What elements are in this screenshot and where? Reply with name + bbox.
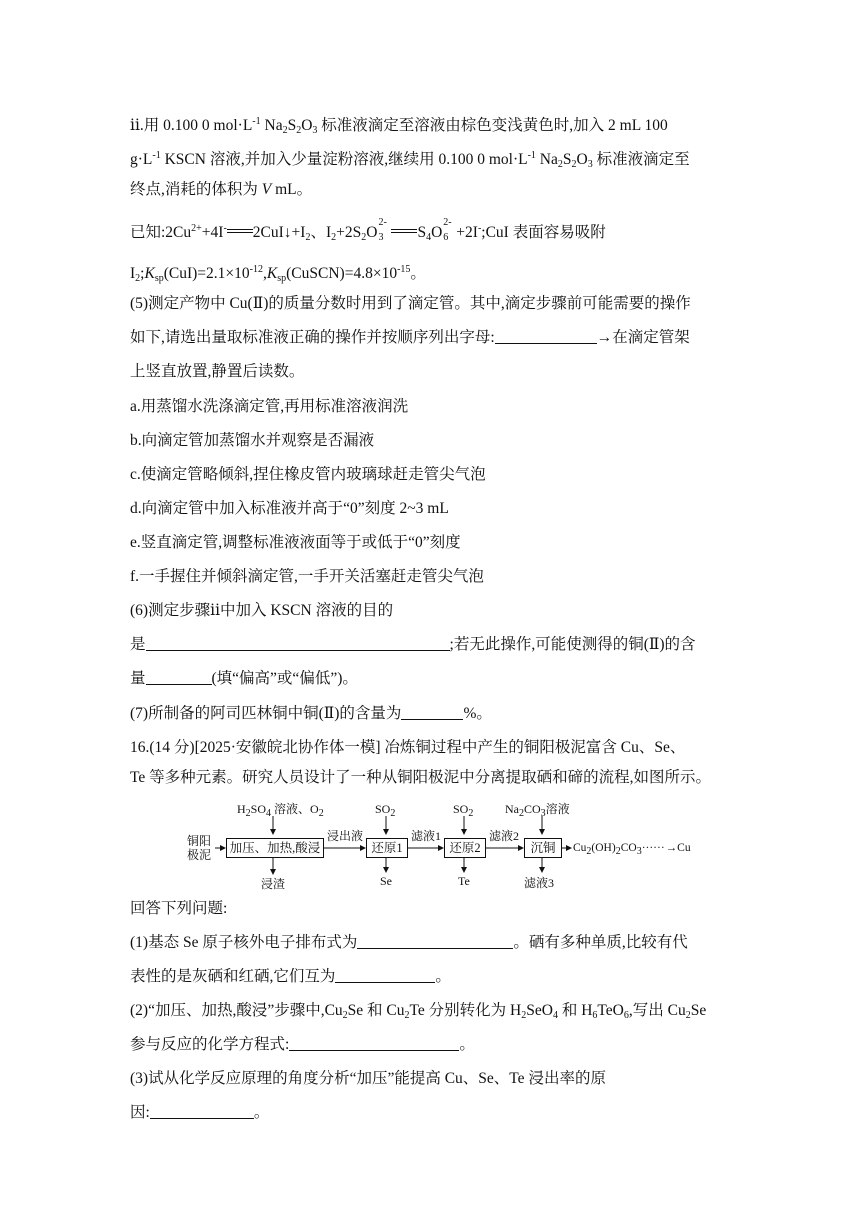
text: 因: [130, 1104, 150, 1121]
subscript: 2 [557, 159, 563, 170]
q16-part3-line-1: (3)试从化学反应原理的角度分析“加压”能提高 Cu、Se、Te 浸出率的原 [130, 1070, 606, 1087]
text: 溶液 [545, 802, 570, 816]
q16-part3-line-2 [130, 1103, 269, 1123]
reagent-acid-oxygen [237, 802, 324, 821]
text: SeO [526, 1002, 553, 1019]
box-acid-leach: 加压、加热,酸浸 [226, 838, 324, 858]
sub-sup-stack [442, 217, 456, 243]
arrow-glyph: → [665, 842, 678, 854]
text: SO [453, 802, 469, 816]
text: Na [535, 151, 558, 168]
text: 、I [310, 224, 332, 241]
text: O [366, 224, 378, 241]
text: ; [140, 265, 145, 282]
subscript: 2 [135, 273, 141, 284]
text: Na [505, 802, 519, 816]
text: SO [375, 802, 391, 816]
text: 是 [130, 636, 146, 653]
text: 溶液、O [271, 802, 319, 816]
text: H [237, 802, 246, 816]
text: TeO [597, 1002, 624, 1019]
q16-part2-line-2 [130, 1035, 475, 1055]
subscript: 6 [592, 1010, 598, 1021]
filtrate2-label: 滤液2 [489, 829, 520, 843]
sub-sup-stack [377, 217, 391, 243]
text: 。硒有多种单质,比较有代 [513, 934, 688, 951]
text: 如下,请选出量取标准液正确的操作并按顺序列出字母: [130, 329, 495, 346]
charge: 2+ [191, 223, 202, 234]
text: +2S [336, 224, 362, 241]
answer-blank[interactable] [401, 705, 463, 720]
text: CO [524, 802, 541, 816]
q16-part1-line-2 [130, 967, 451, 987]
step-ii-line-1 [130, 112, 668, 141]
q5-option-c: c.使滴定管略倾斜,捏住橡皮管内玻璃球赶走管尖气泡 [130, 466, 486, 483]
q5-option-e: e.竖直滴定管,调整标准液液面等于或低于“0”刻度 [130, 534, 461, 551]
q5-option-d: d.向滴定管中加入标准液并高于“0”刻度 2~3 mL [130, 500, 449, 517]
subscript: 3 [540, 808, 546, 819]
subscript: 2 [282, 125, 288, 136]
text: I [130, 265, 136, 282]
text: 2CuI↓+I [252, 224, 306, 241]
answer-blank[interactable] [335, 968, 435, 983]
text: 表性的是灰硒和红硒,它们互为 [130, 968, 336, 985]
subscript: 2 [390, 808, 396, 819]
text: ······ [641, 842, 665, 854]
text: O [576, 151, 588, 168]
subscript: 4 [266, 808, 272, 819]
text: +4I [201, 224, 224, 241]
charge: - [477, 223, 482, 234]
filtrate1-label: 滤液1 [411, 829, 442, 843]
text: (OH) [591, 842, 616, 854]
exponent: -12 [249, 264, 264, 275]
known-line-1 [130, 219, 606, 248]
charge: - [223, 223, 227, 234]
exponent: -1 [527, 150, 536, 161]
text: 终点,消耗的体积为 [130, 181, 262, 198]
text: KSCN 溶液,并加入少量淀粉溶液,继续用 0.100 0 mol·L [160, 151, 528, 168]
text: SO [250, 802, 267, 816]
text: g·L [130, 151, 153, 168]
text: ;若无此操作,可能使测得的铜(Ⅱ)的含 [449, 636, 696, 653]
answer-blank[interactable] [150, 1104, 254, 1119]
text: (2)“加压、加热,酸浸”步骤中,Cu [130, 1002, 343, 1019]
subscript: sp [154, 273, 164, 284]
text: +2I [456, 224, 478, 241]
subscript: 6 [623, 1010, 629, 1021]
subscript: 6 [443, 232, 449, 243]
q5-line-3: 上竖直放置,静置后读数。 [130, 363, 305, 380]
subscript: 2 [404, 1010, 410, 1021]
q16-part2-line-1 [130, 1001, 706, 1026]
text: S [287, 117, 297, 134]
product-se: Se [380, 874, 392, 888]
product-te: Te [458, 874, 470, 888]
step-ii-line-2 [130, 146, 690, 175]
subscript: 3 [587, 159, 593, 170]
text: Te 分别转化为 H [409, 1002, 522, 1019]
answer-blank[interactable] [146, 636, 450, 651]
output-basic-copper-carbonate [573, 841, 691, 859]
q5-option-f: f.一手握住并倾斜滴定管,一手开关活塞赶走管尖气泡 [130, 568, 484, 585]
subscript: 2 [296, 125, 302, 136]
box-reduction-1: 还原1 [366, 838, 408, 858]
charge: 2- [378, 217, 387, 228]
subscript: 2 [361, 232, 367, 243]
subscript: 2 [521, 1010, 527, 1021]
text: Se [690, 1002, 707, 1019]
subscript: sp [277, 273, 287, 284]
charge: 2- [443, 217, 452, 228]
q5-line-1: (5)测定产物中 Cu(Ⅱ)的质量分数时用到了滴定管。其中,滴定步骤前可能需要的操作 [130, 295, 691, 312]
text: 已知:2Cu [130, 224, 192, 241]
equation-sign [391, 229, 417, 233]
q16-line-2: Te 等多种元素。研究人员设计了一种从铜阳极泥中分离提取硒和碲的流程,如图所示。 [130, 769, 712, 786]
subscript: 3 [378, 232, 384, 243]
subscript: 2 [586, 846, 592, 857]
text: ,写出 Cu [628, 1002, 686, 1019]
reagent-so2-1 [375, 802, 395, 821]
volume-variable: V [261, 181, 272, 198]
answer-blank[interactable] [289, 1036, 459, 1051]
text: Na [260, 117, 283, 134]
step-ii-line-3 [130, 180, 312, 200]
text: CO [620, 842, 637, 854]
text: Cu [573, 842, 587, 854]
text: 。 [459, 1036, 475, 1053]
text: Cu [677, 842, 691, 854]
text: 和 H [557, 1002, 593, 1019]
text: S [417, 224, 427, 241]
text: mL。 [271, 181, 313, 198]
residue-label: 浸渣 [261, 877, 286, 891]
subscript: 2 [685, 1010, 691, 1021]
text: 参与反应的化学方程式: [130, 1036, 290, 1053]
q16-line-1: 16.(14 分)[2025·安徽皖北协作体一模] 冶炼铜过程中产生的铜阳极泥富含 Cu、Se、 [130, 739, 686, 756]
subscript: 2 [468, 808, 474, 819]
subscript: 2 [331, 232, 337, 243]
text: O [301, 117, 313, 134]
answer-blank[interactable] [146, 670, 212, 685]
text: 。 [435, 968, 451, 985]
text: (填“偏高”或“偏低”)。 [211, 670, 358, 687]
text: 极泥 [187, 848, 212, 862]
subscript: 3 [636, 846, 642, 857]
subscript: 4 [426, 232, 432, 243]
q6-line-1: (6)测定步骤ⅱ中加入 KSCN 溶液的目的 [130, 602, 394, 619]
subscript: 2 [342, 1010, 348, 1021]
answer-blank[interactable] [357, 934, 513, 949]
q6-line-2 [130, 635, 696, 655]
text: 。 [253, 1104, 270, 1121]
box-copper-precipitation: 沉铜 [524, 838, 562, 858]
subscript: 4 [552, 1010, 558, 1021]
answer-blank[interactable] [495, 329, 597, 344]
process-flow-diagram [185, 796, 690, 896]
reagent-so2-2 [453, 802, 473, 821]
text: →在滴定管架 [596, 329, 690, 346]
text: 标准液滴定至溶液由棕色变浅黄色时,加入 2 mL 100 [317, 117, 668, 134]
text: 。 [410, 265, 426, 282]
text: S [562, 151, 572, 168]
q7-line-1 [130, 704, 492, 724]
text: (CuSCN)=4.8×10 [286, 265, 398, 282]
q5-option-a: a.用蒸馏水洗涤滴定管,再用标准溶液润洗 [130, 398, 409, 415]
subscript: 2 [519, 808, 524, 819]
answer-intro: 回答下列问题: [130, 900, 228, 917]
subscript: 2 [245, 808, 251, 819]
exponent: -15 [397, 264, 411, 275]
text: O [431, 224, 443, 241]
exponent: -1 [152, 150, 161, 161]
subscript: 2 [615, 846, 621, 857]
text: (1)基态 Se 原子核外电子排布式为 [130, 934, 358, 951]
text: (7)所制备的阿司匹林铜中铜(Ⅱ)的含量为 [130, 705, 402, 722]
q5-option-b: b.向滴定管加蒸馏水并观察是否漏液 [130, 432, 375, 449]
filtrate3-label: 滤液3 [524, 876, 555, 890]
text: 铜阳 [187, 834, 212, 848]
q6-line-3 [130, 669, 358, 689]
q16-part1-line-1 [130, 933, 688, 953]
text: , [263, 265, 267, 282]
subscript: 2 [318, 808, 324, 819]
start-anode-slime [187, 834, 211, 862]
text: Se 和 Cu [347, 1002, 405, 1019]
ksp-symbol: K [144, 265, 155, 282]
reagent-sodium-carbonate [505, 802, 570, 821]
box-reduction-2: 还原2 [444, 838, 486, 858]
q5-line-2 [130, 328, 690, 348]
text: %。 [463, 705, 492, 722]
equation-sign [227, 229, 253, 233]
exponent: -1 [252, 116, 261, 127]
text: 量 [130, 670, 146, 687]
text: 标准液滴定至 [592, 151, 690, 168]
text: (CuI)=2.1×10 [163, 265, 250, 282]
subscript: 3 [312, 125, 318, 136]
subscript: 2 [571, 159, 577, 170]
text: ;CuI 表面容易吸附 [481, 224, 606, 241]
leachate-label: 浸出液 [327, 829, 364, 843]
text: ⅱ.用 0.100 0 mol·L [130, 117, 253, 134]
ksp-symbol: K [266, 265, 278, 282]
known-line-2 [130, 260, 426, 289]
subscript: 2 [305, 232, 311, 243]
